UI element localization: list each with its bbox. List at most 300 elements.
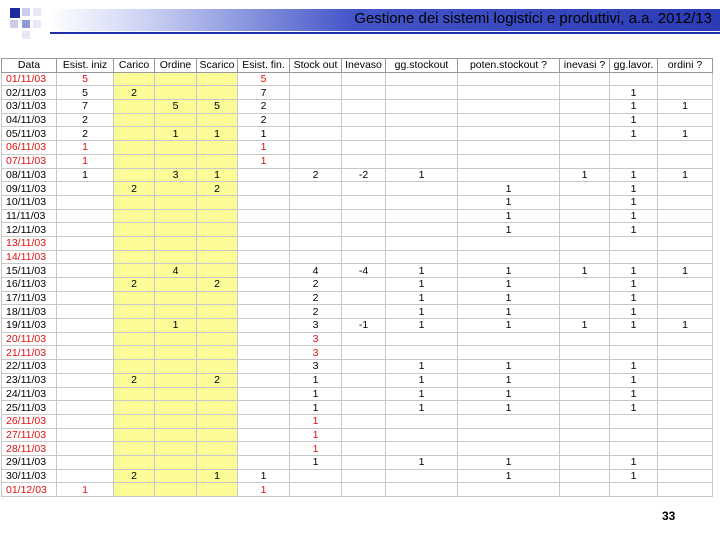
- value-cell: [342, 236, 386, 250]
- value-cell: 4: [290, 264, 342, 278]
- date-cell: 26/11/03: [2, 414, 57, 428]
- date-cell: 15/11/03: [2, 264, 57, 278]
- value-cell: [658, 209, 713, 223]
- value-cell: [155, 469, 197, 483]
- value-cell: 2: [197, 373, 238, 387]
- value-cell: 1: [57, 483, 114, 497]
- value-cell: [342, 332, 386, 346]
- value-cell: [458, 127, 560, 141]
- value-cell: 1: [610, 387, 658, 401]
- value-cell: [658, 332, 713, 346]
- value-cell: 1: [458, 401, 560, 415]
- value-cell: [342, 291, 386, 305]
- value-cell: [658, 250, 713, 264]
- value-cell: [458, 442, 560, 456]
- value-cell: [57, 278, 114, 292]
- value-cell: 5: [155, 100, 197, 114]
- value-cell: 1: [197, 168, 238, 182]
- value-cell: [238, 414, 290, 428]
- value-cell: [114, 141, 155, 155]
- value-cell: 2: [238, 113, 290, 127]
- value-cell: [342, 469, 386, 483]
- value-cell: 1: [197, 127, 238, 141]
- table-row: [2, 236, 713, 250]
- value-cell: [610, 332, 658, 346]
- value-cell: [386, 414, 458, 428]
- value-cell: [560, 100, 610, 114]
- value-cell: [155, 332, 197, 346]
- value-cell: [197, 442, 238, 456]
- value-cell: 2: [290, 278, 342, 292]
- value-cell: 1: [386, 401, 458, 415]
- value-cell: [114, 250, 155, 264]
- value-cell: 1: [610, 264, 658, 278]
- value-cell: [386, 483, 458, 497]
- value-cell: [57, 360, 114, 374]
- value-cell: 2: [114, 182, 155, 196]
- date-cell: 29/11/03: [2, 455, 57, 469]
- value-cell: [290, 182, 342, 196]
- date-cell: 28/11/03: [2, 442, 57, 456]
- value-cell: [197, 195, 238, 209]
- value-cell: [458, 100, 560, 114]
- value-cell: [114, 72, 155, 86]
- column-header: Ordine: [155, 59, 197, 73]
- value-cell: [658, 483, 713, 497]
- table-body: [2, 72, 713, 496]
- value-cell: [155, 209, 197, 223]
- value-cell: [342, 141, 386, 155]
- value-cell: 1: [57, 168, 114, 182]
- value-cell: [155, 360, 197, 374]
- value-cell: [114, 332, 155, 346]
- value-cell: 1: [386, 455, 458, 469]
- date-cell: 01/11/03: [2, 72, 57, 86]
- value-cell: 2: [114, 86, 155, 100]
- header-rule: [50, 32, 720, 34]
- value-cell: [458, 428, 560, 442]
- value-cell: [290, 113, 342, 127]
- value-cell: [386, 236, 458, 250]
- value-cell: [238, 223, 290, 237]
- table-row: [2, 332, 713, 346]
- value-cell: [238, 332, 290, 346]
- value-cell: [342, 483, 386, 497]
- value-cell: [386, 182, 458, 196]
- value-cell: [197, 387, 238, 401]
- value-cell: [57, 195, 114, 209]
- value-cell: [342, 305, 386, 319]
- value-cell: [57, 455, 114, 469]
- value-cell: [57, 236, 114, 250]
- value-cell: 1: [560, 264, 610, 278]
- value-cell: [197, 209, 238, 223]
- date-cell: 23/11/03: [2, 373, 57, 387]
- value-cell: [114, 209, 155, 223]
- table-row: [2, 113, 713, 127]
- value-cell: [658, 373, 713, 387]
- value-cell: [155, 154, 197, 168]
- page-number: 33: [662, 509, 676, 523]
- table-row: [2, 373, 713, 387]
- value-cell: [342, 373, 386, 387]
- table-row: [2, 319, 713, 333]
- value-cell: [238, 236, 290, 250]
- table-row: [2, 360, 713, 374]
- value-cell: [560, 278, 610, 292]
- value-cell: [197, 113, 238, 127]
- value-cell: 1: [290, 428, 342, 442]
- value-cell: [560, 154, 610, 168]
- value-cell: [57, 401, 114, 415]
- column-header: Scarico: [197, 59, 238, 73]
- value-cell: [57, 223, 114, 237]
- value-cell: 2: [290, 291, 342, 305]
- table-row: [2, 86, 713, 100]
- table-row: [2, 264, 713, 278]
- value-cell: [155, 72, 197, 86]
- value-cell: [560, 236, 610, 250]
- value-cell: [57, 414, 114, 428]
- table-row: [2, 100, 713, 114]
- value-cell: [290, 250, 342, 264]
- value-cell: [197, 346, 238, 360]
- value-cell: 1: [458, 264, 560, 278]
- value-cell: [560, 86, 610, 100]
- value-cell: 1: [458, 223, 560, 237]
- date-cell: 19/11/03: [2, 319, 57, 333]
- value-cell: 3: [290, 332, 342, 346]
- value-cell: [238, 168, 290, 182]
- value-cell: [610, 236, 658, 250]
- value-cell: [238, 291, 290, 305]
- value-cell: [560, 428, 610, 442]
- value-cell: [290, 72, 342, 86]
- value-cell: 1: [290, 455, 342, 469]
- table-row: [2, 250, 713, 264]
- value-cell: [386, 346, 458, 360]
- value-cell: [238, 195, 290, 209]
- value-cell: [342, 195, 386, 209]
- value-cell: [238, 305, 290, 319]
- value-cell: [658, 113, 713, 127]
- value-cell: [386, 223, 458, 237]
- value-cell: 1: [386, 373, 458, 387]
- value-cell: 7: [57, 100, 114, 114]
- value-cell: [197, 86, 238, 100]
- value-cell: -1: [342, 319, 386, 333]
- date-cell: 20/11/03: [2, 332, 57, 346]
- table-row: [2, 195, 713, 209]
- value-cell: [560, 182, 610, 196]
- value-cell: [290, 483, 342, 497]
- value-cell: [386, 72, 458, 86]
- value-cell: [386, 154, 458, 168]
- value-cell: [114, 428, 155, 442]
- value-cell: 5: [57, 86, 114, 100]
- value-cell: [560, 373, 610, 387]
- value-cell: [57, 373, 114, 387]
- value-cell: 1: [386, 168, 458, 182]
- value-cell: [458, 483, 560, 497]
- value-cell: [386, 428, 458, 442]
- column-header: Esist. fin.: [238, 59, 290, 73]
- value-cell: [386, 100, 458, 114]
- value-cell: [342, 387, 386, 401]
- date-cell: 09/11/03: [2, 182, 57, 196]
- value-cell: [386, 113, 458, 127]
- value-cell: [560, 455, 610, 469]
- value-cell: 1: [610, 168, 658, 182]
- value-cell: [57, 182, 114, 196]
- value-cell: [57, 319, 114, 333]
- value-cell: 1: [238, 469, 290, 483]
- date-cell: 18/11/03: [2, 305, 57, 319]
- value-cell: 2: [114, 469, 155, 483]
- value-cell: [155, 346, 197, 360]
- value-cell: -2: [342, 168, 386, 182]
- value-cell: [238, 442, 290, 456]
- table-header: [2, 59, 713, 73]
- value-cell: [658, 72, 713, 86]
- value-cell: [57, 387, 114, 401]
- value-cell: [658, 141, 713, 155]
- value-cell: [114, 236, 155, 250]
- value-cell: 5: [57, 72, 114, 86]
- date-cell: 03/11/03: [2, 100, 57, 114]
- value-cell: [658, 291, 713, 305]
- value-cell: 1: [238, 483, 290, 497]
- value-cell: 3: [290, 360, 342, 374]
- value-cell: [386, 442, 458, 456]
- value-cell: [155, 250, 197, 264]
- value-cell: [290, 236, 342, 250]
- table-row: [2, 182, 713, 196]
- value-cell: 1: [458, 319, 560, 333]
- value-cell: [197, 236, 238, 250]
- date-cell: 01/12/03: [2, 483, 57, 497]
- value-cell: [658, 236, 713, 250]
- value-cell: [342, 428, 386, 442]
- inventory-table: [1, 58, 713, 497]
- date-cell: 16/11/03: [2, 278, 57, 292]
- value-cell: [560, 127, 610, 141]
- value-cell: [197, 428, 238, 442]
- date-cell: 27/11/03: [2, 428, 57, 442]
- value-cell: [560, 401, 610, 415]
- value-cell: 1: [458, 209, 560, 223]
- value-cell: [57, 291, 114, 305]
- value-cell: 1: [658, 168, 713, 182]
- column-header: inevasi ?: [560, 59, 610, 73]
- value-cell: 1: [610, 319, 658, 333]
- value-cell: [155, 141, 197, 155]
- value-cell: 1: [610, 195, 658, 209]
- value-cell: [560, 223, 610, 237]
- value-cell: [155, 373, 197, 387]
- page-title: Gestione dei sistemi logistici e produttivi, a.a. 2012/13: [354, 10, 712, 27]
- date-cell: 06/11/03: [2, 141, 57, 155]
- value-cell: 1: [458, 278, 560, 292]
- value-cell: [290, 141, 342, 155]
- value-cell: [610, 483, 658, 497]
- column-header: gg.stockout: [386, 59, 458, 73]
- value-cell: [114, 127, 155, 141]
- value-cell: 2: [57, 113, 114, 127]
- column-header: Data: [2, 59, 57, 73]
- value-cell: [342, 209, 386, 223]
- value-cell: [458, 346, 560, 360]
- value-cell: [238, 455, 290, 469]
- column-header: poten.stockout ?: [458, 59, 560, 73]
- value-cell: 1: [658, 319, 713, 333]
- value-cell: 1: [238, 154, 290, 168]
- table-row: [2, 223, 713, 237]
- value-cell: [238, 264, 290, 278]
- value-cell: [238, 387, 290, 401]
- value-cell: [458, 141, 560, 155]
- value-cell: [155, 236, 197, 250]
- table-row: [2, 346, 713, 360]
- table-row: [2, 469, 713, 483]
- table-row: [2, 428, 713, 442]
- value-cell: [560, 209, 610, 223]
- date-cell: 17/11/03: [2, 291, 57, 305]
- value-cell: [386, 209, 458, 223]
- value-cell: [658, 360, 713, 374]
- value-cell: [658, 346, 713, 360]
- value-cell: 2: [57, 127, 114, 141]
- value-cell: [610, 250, 658, 264]
- value-cell: [114, 442, 155, 456]
- table-row: [2, 278, 713, 292]
- value-cell: [238, 250, 290, 264]
- value-cell: [155, 387, 197, 401]
- table-row: [2, 72, 713, 86]
- date-cell: 02/11/03: [2, 86, 57, 100]
- column-header: Stock out: [290, 59, 342, 73]
- value-cell: [658, 223, 713, 237]
- value-cell: [386, 195, 458, 209]
- value-cell: 5: [197, 100, 238, 114]
- value-cell: 1: [386, 291, 458, 305]
- value-cell: 1: [610, 360, 658, 374]
- value-cell: [238, 209, 290, 223]
- value-cell: -4: [342, 264, 386, 278]
- value-cell: [114, 305, 155, 319]
- value-cell: [114, 319, 155, 333]
- date-cell: 25/11/03: [2, 401, 57, 415]
- value-cell: [610, 72, 658, 86]
- value-cell: 3: [290, 319, 342, 333]
- value-cell: [114, 346, 155, 360]
- value-cell: 1: [238, 127, 290, 141]
- column-header: Inevaso: [342, 59, 386, 73]
- column-header: ordini ?: [658, 59, 713, 73]
- date-cell: 08/11/03: [2, 168, 57, 182]
- value-cell: [238, 278, 290, 292]
- value-cell: [560, 72, 610, 86]
- value-cell: [290, 86, 342, 100]
- value-cell: 1: [610, 469, 658, 483]
- value-cell: [560, 360, 610, 374]
- value-cell: 1: [386, 360, 458, 374]
- value-cell: [658, 195, 713, 209]
- value-cell: [458, 86, 560, 100]
- value-cell: [386, 86, 458, 100]
- value-cell: [290, 223, 342, 237]
- value-cell: 1: [386, 305, 458, 319]
- value-cell: 1: [197, 469, 238, 483]
- value-cell: [114, 223, 155, 237]
- value-cell: 2: [114, 373, 155, 387]
- value-cell: [290, 209, 342, 223]
- value-cell: 2: [290, 168, 342, 182]
- value-cell: [197, 455, 238, 469]
- date-cell: 13/11/03: [2, 236, 57, 250]
- value-cell: [342, 113, 386, 127]
- value-cell: [386, 141, 458, 155]
- value-cell: 1: [610, 113, 658, 127]
- value-cell: [197, 72, 238, 86]
- value-cell: [342, 278, 386, 292]
- value-cell: [342, 250, 386, 264]
- value-cell: 1: [458, 469, 560, 483]
- value-cell: [386, 469, 458, 483]
- value-cell: [560, 291, 610, 305]
- value-cell: [560, 469, 610, 483]
- date-cell: 05/11/03: [2, 127, 57, 141]
- value-cell: 1: [610, 401, 658, 415]
- value-cell: [560, 387, 610, 401]
- value-cell: [57, 250, 114, 264]
- date-cell: 12/11/03: [2, 223, 57, 237]
- value-cell: 1: [290, 387, 342, 401]
- value-cell: 1: [290, 414, 342, 428]
- value-cell: [458, 250, 560, 264]
- value-cell: 1: [290, 401, 342, 415]
- value-cell: 1: [610, 182, 658, 196]
- value-cell: [658, 455, 713, 469]
- value-cell: [342, 442, 386, 456]
- value-cell: [155, 401, 197, 415]
- value-cell: 2: [197, 182, 238, 196]
- value-cell: [658, 428, 713, 442]
- value-cell: [560, 346, 610, 360]
- value-cell: [57, 209, 114, 223]
- value-cell: [290, 469, 342, 483]
- date-cell: 07/11/03: [2, 154, 57, 168]
- value-cell: [342, 154, 386, 168]
- value-cell: [458, 72, 560, 86]
- value-cell: [114, 168, 155, 182]
- value-cell: [386, 127, 458, 141]
- value-cell: [386, 250, 458, 264]
- value-cell: [560, 305, 610, 319]
- value-cell: 2: [290, 305, 342, 319]
- value-cell: [458, 154, 560, 168]
- value-cell: [610, 346, 658, 360]
- value-cell: 3: [290, 346, 342, 360]
- value-cell: [342, 223, 386, 237]
- table-row: [2, 442, 713, 456]
- value-cell: [658, 469, 713, 483]
- value-cell: 7: [238, 86, 290, 100]
- value-cell: [658, 387, 713, 401]
- value-cell: 1: [458, 195, 560, 209]
- value-cell: [114, 360, 155, 374]
- value-cell: [342, 86, 386, 100]
